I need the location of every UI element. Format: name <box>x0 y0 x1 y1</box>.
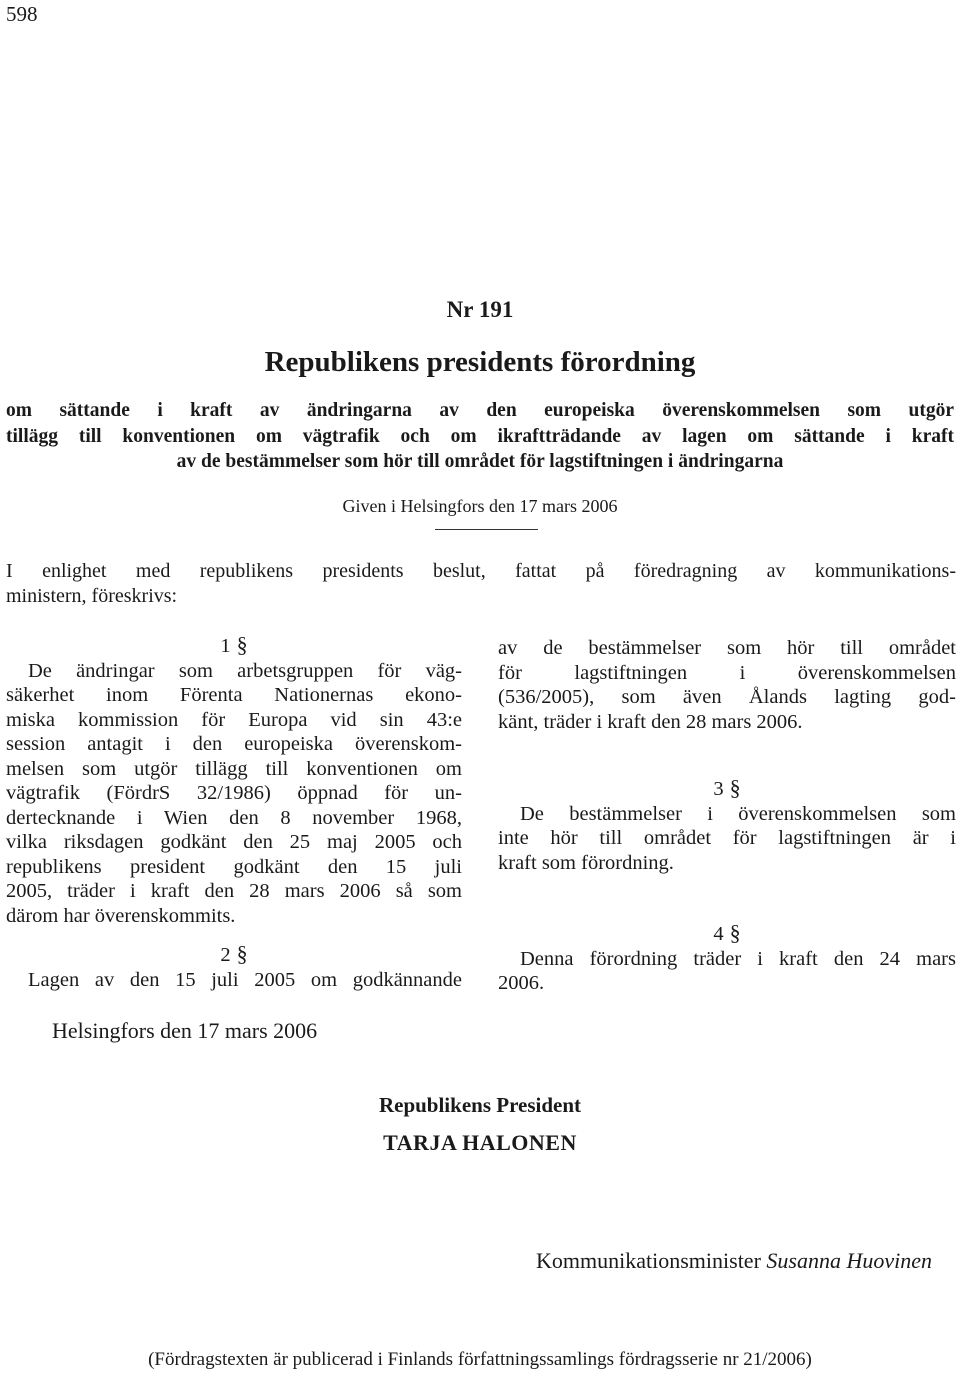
section-number: 3 <box>713 778 724 800</box>
minister-signature <box>536 1248 932 1274</box>
section-2-heading <box>6 942 462 968</box>
subtitle-line: tillägg till konventionen om vägtrafik och om ikraftträdande av lagen om sättande i kraft <box>6 425 954 447</box>
subtitle-line: av de bestämmelser som hör till området för lagstiftningen i ändringarna <box>176 451 784 472</box>
section-line: vilka riksdagen godkänt den 25 maj 2005 och <box>6 831 462 853</box>
document-title: Republikens presidents förordning <box>264 346 696 378</box>
page-number: 598 <box>6 2 38 26</box>
section-line: Denna förordning träder i kraft den 24 mars <box>520 947 956 970</box>
section-line: melsen som utgör tillägg till konventionen om <box>6 757 462 780</box>
minister-name: Susanna Huovinen <box>766 1248 932 1273</box>
section-line: Lagen av den 15 juli 2005 om godkännande <box>28 968 462 991</box>
section-line: De bestämmelser i överenskommelsen som <box>520 802 956 825</box>
document-subtitle <box>6 398 954 475</box>
section-2-body-continued <box>498 636 956 734</box>
section-line: session antagit i den europeiska överenskom- <box>6 733 462 755</box>
section-sign-icon: § <box>729 920 741 945</box>
section-line: känt, träder i kraft den 28 mars 2006. <box>498 710 803 733</box>
divider-rule <box>435 529 538 530</box>
preamble-line: I enlighet med republikens presidents beslut, fattat på föredragning av kommunikations- <box>6 560 956 582</box>
section-line: De ändringar som arbetsgruppen för väg- <box>28 659 462 682</box>
section-number: 1 <box>220 635 231 657</box>
section-line: dertecknande i Wien den 8 november 1968, <box>6 806 462 829</box>
section-line: inte hör till området för lagstiftningen är i <box>498 827 956 849</box>
footnote: (Fördragstexten är publicerad i Finlands författningssamlings fördragsserie nr 21/2006) <box>148 1349 812 1370</box>
president-name: TARJA HALONEN <box>383 1130 577 1155</box>
section-sign-icon: § <box>236 632 248 657</box>
section-line: (536/2005), som även Ålands lagting god- <box>498 686 956 708</box>
section-number: 2 <box>220 944 231 966</box>
section-number: 4 <box>713 923 724 945</box>
section-2-body-start <box>6 968 462 993</box>
right-column <box>498 636 956 996</box>
given-line: Given i Helsingfors den 17 mars 2006 <box>342 496 618 516</box>
preamble-line: ministern, föreskrivs: <box>6 585 178 607</box>
subtitle-line: om sättande i kraft av ändringarna av den europeiska överenskommelsen som utgör <box>6 400 954 421</box>
president-title: Republikens President <box>378 1093 582 1117</box>
section-line: 2005, träder i kraft den 28 mars 2006 så som <box>6 880 462 902</box>
section-line: republikens president godkänt den 15 juli <box>6 855 462 878</box>
section-4-body <box>498 947 956 996</box>
section-line: av de bestämmelser som hör till området <box>498 637 956 659</box>
section-line: 2006. <box>498 972 545 994</box>
section-1-heading <box>6 633 462 659</box>
place-date: Helsingfors den 17 mars 2006 <box>52 1018 318 1043</box>
minister-title: Kommunikationsminister <box>536 1248 761 1273</box>
statute-number: Nr 191 <box>446 297 514 322</box>
section-line: vägtrafik (FördrS 32/1986) öppnad för un- <box>6 782 462 804</box>
section-line: kraft som förordning. <box>498 851 674 874</box>
section-sign-icon: § <box>729 775 741 800</box>
section-3-heading <box>498 776 956 802</box>
section-line: säkerhet inom Förenta Nationernas ekono- <box>6 684 462 706</box>
section-3-body <box>498 802 956 876</box>
section-1-body <box>6 659 462 929</box>
section-line: miska kommission för Europa vid sin 43:e <box>6 708 462 731</box>
section-line: för lagstiftningen i överenskommelsen <box>498 661 956 684</box>
left-column <box>6 633 462 992</box>
section-4-heading <box>498 921 956 947</box>
section-sign-icon: § <box>236 941 248 966</box>
preamble <box>6 559 956 609</box>
section-line: därom har överenskommits. <box>6 904 236 927</box>
